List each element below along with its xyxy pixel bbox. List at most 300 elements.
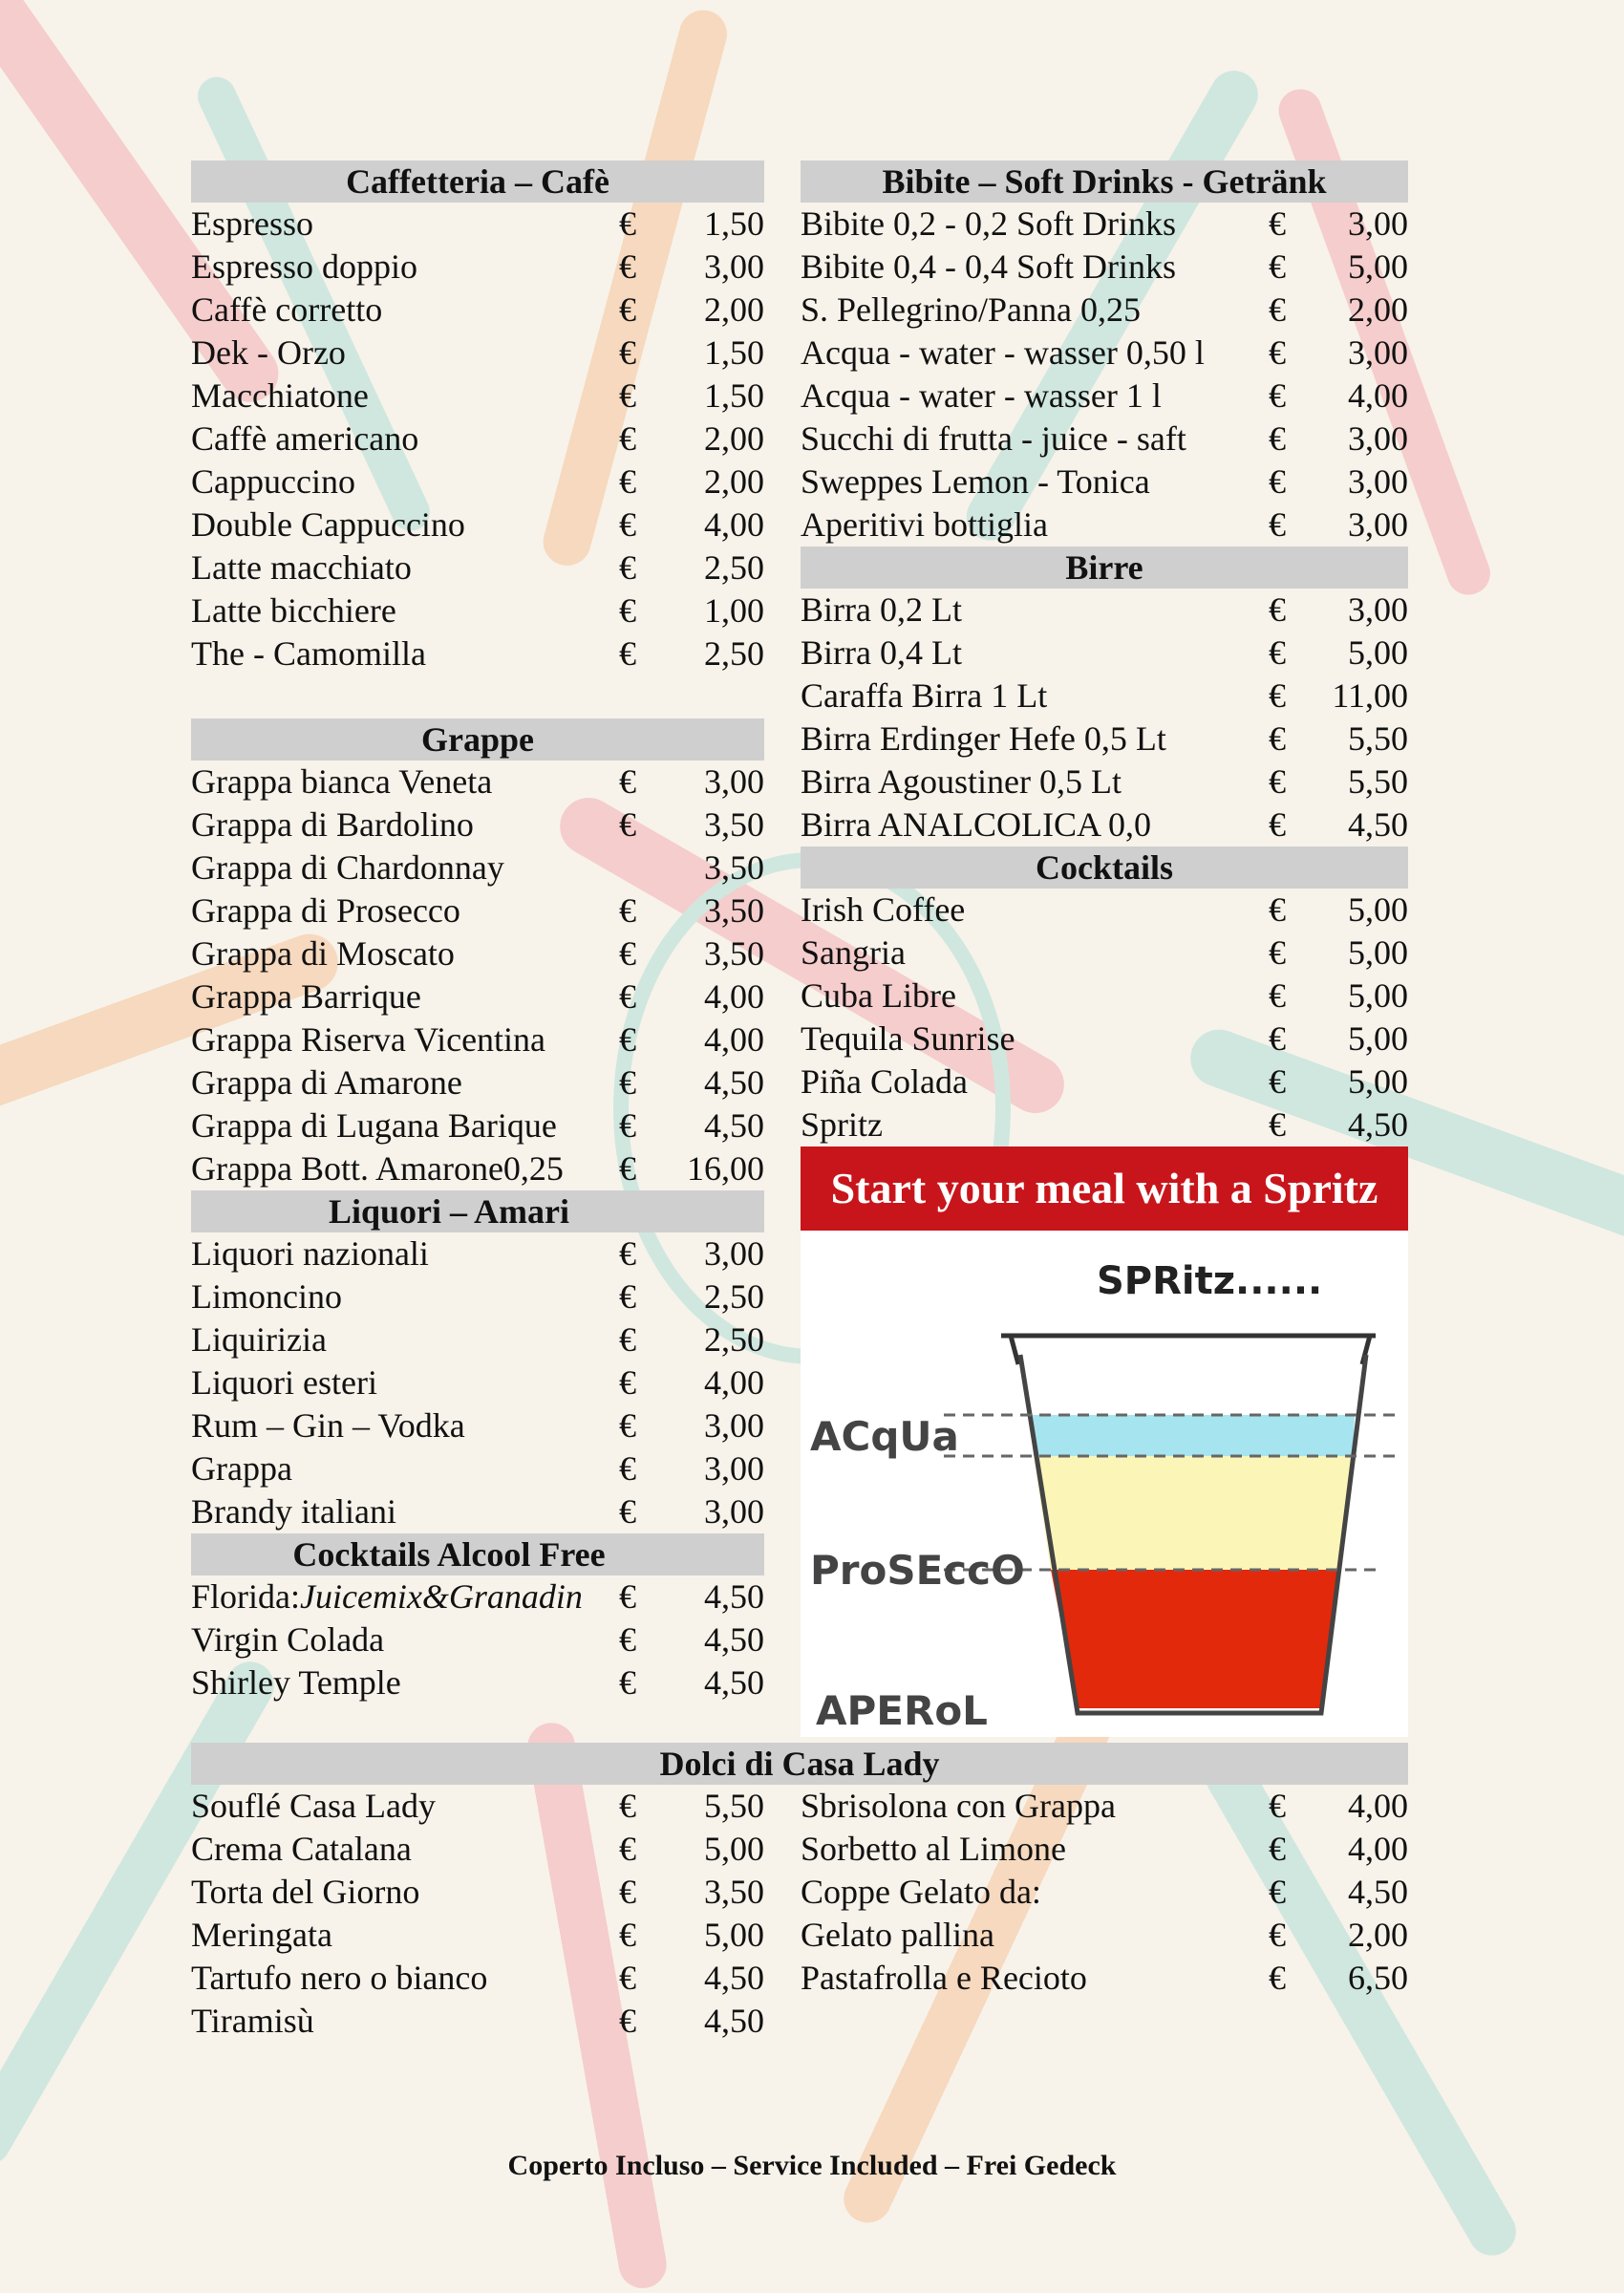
item-name-text: Tartufo nero o bianco: [191, 1959, 488, 1997]
menu-item: [191, 1618, 764, 1661]
menu-item: [191, 1147, 764, 1190]
item-name: [191, 1957, 487, 2000]
menu-item: [801, 675, 1408, 718]
item-name-text: Grappa di Bardolino: [191, 805, 474, 844]
item-name-text: Tiramisù: [191, 2002, 314, 2040]
currency-symbol: €: [619, 762, 636, 801]
glass-rim: [1001, 1336, 1376, 1364]
currency-symbol: €: [619, 462, 636, 501]
menu-item: [801, 375, 1408, 418]
item-name: [801, 332, 1205, 375]
menu-item: [191, 418, 764, 461]
item-name-text: Bibite 0,2 - 0,2 Soft Drinks: [801, 204, 1176, 243]
item-name-text: Caffè corretto: [191, 290, 383, 329]
item-price: 4,50: [704, 1663, 764, 1702]
item-name-text: Liquori esteri: [191, 1363, 377, 1402]
currency-symbol: €: [619, 1149, 636, 1188]
item-price: 5,00: [1348, 976, 1408, 1015]
item-price: 3,00: [704, 1234, 764, 1273]
menu-item: [801, 1957, 1408, 2000]
currency-symbol: €: [619, 505, 636, 544]
item-name: [801, 418, 1186, 461]
currency-symbol: €: [619, 548, 636, 587]
item-name-text: Birra 0,4 Lt: [801, 633, 962, 672]
menu-item: [801, 804, 1408, 846]
currency-symbol: €: [619, 1663, 636, 1702]
currency-symbol: €: [1269, 1873, 1286, 1911]
item-name: [801, 1828, 1066, 1871]
currency-symbol: €: [1269, 676, 1286, 715]
item-price: 5,00: [704, 1916, 764, 1954]
item-name: [191, 1618, 384, 1661]
item-name: [191, 1147, 564, 1190]
item-price: 5,50: [1348, 762, 1408, 801]
item-name-text: The - Camomilla: [191, 634, 426, 673]
menu-item: [801, 1061, 1408, 1104]
item-price: 5,00: [1348, 633, 1408, 672]
cocktails-list: [801, 889, 1408, 1146]
menu-item: [191, 1785, 764, 1828]
item-name-text: Birra 0,2 Lt: [801, 590, 962, 629]
item-price: 3,50: [704, 1873, 764, 1911]
item-name-text: Dek - Orzo: [191, 333, 346, 372]
item-price: 2,50: [704, 548, 764, 587]
item-name: [191, 1104, 557, 1147]
currency-symbol: €: [619, 1063, 636, 1102]
label-prosecco: ProSEccO: [810, 1547, 1025, 1594]
item-name: [191, 761, 492, 804]
item-name: [801, 461, 1150, 504]
item-name-text: Tequila Sunrise: [801, 1019, 1015, 1058]
item-name-text: Espresso doppio: [191, 247, 417, 286]
item-name: [801, 246, 1176, 289]
item-price: 2,50: [704, 634, 764, 673]
item-price: 3,00: [1348, 333, 1408, 372]
menu-item: [191, 1661, 764, 1704]
item-name: [191, 889, 460, 932]
currency-symbol: €: [619, 1106, 636, 1145]
item-name-text: Grappa bianca Veneta: [191, 762, 493, 801]
item-name: [801, 289, 1141, 332]
item-price: 4,50: [1348, 805, 1408, 844]
currency-symbol: €: [619, 891, 636, 930]
currency-symbol: €: [619, 247, 636, 286]
item-name-text: Grappa: [191, 1449, 292, 1488]
item-name-text: Grappa Riserva Vicentina: [191, 1020, 546, 1059]
currency-symbol: €: [619, 204, 636, 243]
item-price: 3,00: [1348, 419, 1408, 458]
item-price: 3,00: [1348, 462, 1408, 501]
aperol-layer: [1051, 1570, 1337, 1708]
currency-symbol: €: [619, 977, 636, 1016]
menu-item: [191, 846, 764, 889]
menu-item: [191, 1104, 764, 1147]
currency-symbol: €: [1269, 1062, 1286, 1101]
currency-symbol: €: [1269, 376, 1286, 415]
label-water: ACqUa: [810, 1413, 959, 1460]
item-name-text: Espresso: [191, 204, 313, 243]
item-name: [191, 804, 474, 846]
currency-symbol: €: [1269, 333, 1286, 372]
item-name-text: Liquirizia: [191, 1320, 327, 1359]
menu-item: [191, 461, 764, 504]
item-name-text: Virgin Colada: [191, 1620, 385, 1659]
currency-symbol: €: [619, 1020, 636, 1059]
item-name-text: Sweppes Lemon - Tonica: [801, 462, 1150, 501]
currency-symbol: €: [1269, 419, 1286, 458]
currency-symbol: €: [619, 290, 636, 329]
menu-item: [191, 546, 764, 589]
menu-item: [801, 289, 1408, 332]
item-name: [191, 461, 355, 504]
menu-item: [191, 1275, 764, 1318]
item-price: 3,50: [704, 891, 764, 930]
item-name-text: Latte macchiato: [191, 548, 412, 587]
currency-symbol: €: [619, 1492, 636, 1531]
currency-symbol: €: [619, 419, 636, 458]
item-price: 3,00: [704, 1492, 764, 1531]
item-price: 4,50: [704, 2002, 764, 2040]
item-price: 2,00: [704, 462, 764, 501]
item-name: [191, 1361, 377, 1404]
item-name: [801, 1957, 1087, 2000]
menu-item: [801, 932, 1408, 975]
item-name: [801, 675, 1047, 718]
item-price: 5,00: [1348, 933, 1408, 972]
currency-symbol: €: [1269, 1787, 1286, 1825]
currency-symbol: €: [1269, 1916, 1286, 1954]
item-name: [191, 975, 421, 1018]
currency-symbol: €: [619, 1277, 636, 1316]
item-name-text: Sangria: [801, 933, 906, 972]
item-price: 5,00: [1348, 890, 1408, 929]
currency-symbol: €: [1269, 762, 1286, 801]
item-price: 4,50: [704, 1577, 764, 1616]
menu-item: [801, 461, 1408, 504]
item-price: 5,50: [704, 1787, 764, 1825]
item-price: 6,50: [1348, 1959, 1408, 1997]
item-name: [801, 975, 956, 1018]
item-name: [191, 289, 382, 332]
currency-symbol: €: [619, 333, 636, 372]
item-name: [191, 246, 417, 289]
item-name-text: Macchiatone: [191, 376, 369, 415]
item-name: [801, 1785, 1116, 1828]
menu-item: [191, 889, 764, 932]
item-name-text: Grappa di Lugana Barique: [191, 1106, 557, 1145]
item-name: [191, 1661, 401, 1704]
item-price: 3,00: [704, 247, 764, 286]
menu-item: [801, 632, 1408, 675]
currency-symbol: €: [1269, 247, 1286, 286]
currency-symbol: €: [619, 376, 636, 415]
item-name-text: Coppe Gelato da:: [801, 1873, 1041, 1911]
menu-item: [191, 504, 764, 546]
item-price: 3,50: [704, 934, 764, 973]
item-name-text: Shirley Temple: [191, 1663, 401, 1702]
menu-item: [801, 718, 1408, 761]
item-name-text: Grappa Bott. Amarone0,25: [191, 1149, 564, 1188]
item-price: 3,00: [1348, 590, 1408, 629]
item-price: 1,00: [704, 591, 764, 630]
item-price: 2,00: [704, 290, 764, 329]
item-name-text: Spritz: [801, 1105, 883, 1144]
item-name: [191, 632, 426, 675]
menu-item: [191, 761, 764, 804]
currency-symbol: €: [619, 1234, 636, 1273]
currency-symbol: €: [619, 1873, 636, 1911]
item-name-text: Cappuccino: [191, 462, 355, 501]
currency-symbol: €: [1269, 805, 1286, 844]
item-price: 4,00: [1348, 376, 1408, 415]
item-name-text: Sbrisolona con Grappa: [801, 1787, 1116, 1825]
menu-item: [801, 1871, 1408, 1914]
water-layer: [1030, 1415, 1355, 1456]
item-name-text: S. Pellegrino/Panna 0,25: [801, 290, 1141, 329]
currency-symbol: €: [619, 934, 636, 973]
menu-item: [801, 246, 1408, 289]
currency-symbol: €: [1269, 290, 1286, 329]
item-name-text: Caraffa Birra 1 Lt: [801, 676, 1048, 715]
item-name-italic: Juicemix&Granadin: [300, 1577, 583, 1616]
currency-symbol: €: [619, 1449, 636, 1488]
item-price: 4,00: [1348, 1787, 1408, 1825]
item-name-text: Succhi di frutta - juice - saft: [801, 419, 1186, 458]
currency-symbol: €: [1269, 462, 1286, 501]
menu-item: [801, 1828, 1408, 1871]
item-name-text: Acqua - water - wasser 0,50 l: [801, 333, 1205, 372]
currency-symbol: €: [1269, 1105, 1286, 1144]
prosecco-layer: [1034, 1456, 1353, 1570]
item-price: 4,00: [704, 1020, 764, 1059]
item-price: 1,50: [704, 204, 764, 243]
item-name: [191, 546, 412, 589]
item-name: [191, 589, 396, 632]
item-price: 4,50: [704, 1106, 764, 1145]
menu-item: [191, 2000, 764, 2043]
item-name-text: Brandy italiani: [191, 1492, 396, 1531]
currency-symbol: €: [619, 1959, 636, 1997]
currency-symbol: €: [619, 1787, 636, 1825]
liquori-list: [191, 1232, 764, 1533]
menu-item: [801, 203, 1408, 246]
menu-item: [801, 504, 1408, 546]
item-price: 4,50: [704, 1620, 764, 1659]
currency-symbol: €: [619, 591, 636, 630]
item-name-text: Florida:: [191, 1577, 300, 1616]
item-name: [801, 761, 1122, 804]
item-name: [801, 1104, 883, 1146]
item-name: [191, 1828, 412, 1871]
menu-item: [191, 1957, 764, 2000]
currency-symbol: €: [1269, 633, 1286, 672]
menu-item: [191, 1404, 764, 1447]
section-header-dolci: Dolci di Casa Lady: [191, 1743, 1408, 1785]
currency-symbol: €: [619, 2002, 636, 2040]
currency-symbol: €: [1269, 890, 1286, 929]
item-name: [191, 1914, 332, 1957]
item-name-text: Caffè americano: [191, 419, 419, 458]
item-price: 5,00: [1348, 1062, 1408, 1101]
currency-symbol: €: [619, 805, 636, 844]
bibite-list: [801, 203, 1408, 546]
currency-symbol: €: [619, 1916, 636, 1954]
menu-item: [191, 1447, 764, 1490]
item-name: [801, 203, 1176, 246]
item-name: [801, 1018, 1015, 1061]
item-price: 4,00: [704, 977, 764, 1016]
dolci-section: [191, 1743, 1408, 2040]
menu-item: [801, 975, 1408, 1018]
section-header-alcool-free: Cocktails Alcool Free: [191, 1533, 764, 1575]
item-price: 2,50: [704, 1320, 764, 1359]
menu-item: [191, 246, 764, 289]
item-name: [191, 1871, 419, 1914]
item-price: 4,00: [1348, 1830, 1408, 1868]
item-name: [191, 932, 455, 975]
item-name-text: Pastafrolla e Recioto: [801, 1959, 1087, 1997]
item-name-text: Grappa di Prosecco: [191, 891, 460, 930]
item-price: 4,50: [704, 1959, 764, 1997]
menu-item: [191, 975, 764, 1018]
menu-item: [191, 1061, 764, 1104]
item-name: [191, 1447, 292, 1490]
item-name-text: Rum – Gin – Vodka: [191, 1406, 465, 1445]
right-column: [801, 161, 1408, 1737]
item-price: 5,00: [1348, 1019, 1408, 1058]
birre-list: [801, 589, 1408, 846]
spritz-diagram-title: SPRitz......: [1097, 1259, 1323, 1303]
item-name-text: Limoncino: [191, 1277, 342, 1316]
currency-symbol: €: [619, 634, 636, 673]
item-price: 3,00: [704, 762, 764, 801]
item-price: 1,50: [704, 376, 764, 415]
currency-symbol: €: [1269, 933, 1286, 972]
item-name-text: Meringata: [191, 1916, 332, 1954]
item-name-text: Grappa di Amarone: [191, 1063, 462, 1102]
item-name: [801, 932, 906, 975]
item-price: 1,50: [704, 333, 764, 372]
item-price: 3,00: [704, 1406, 764, 1445]
item-name: [801, 718, 1166, 761]
menu-item: [191, 632, 764, 675]
item-price: 3,50: [704, 805, 764, 844]
currency-symbol: €: [1269, 1830, 1286, 1868]
item-price: 2,00: [1348, 1916, 1408, 1954]
item-price: 16,00: [687, 1149, 764, 1188]
item-name: [191, 203, 313, 246]
menu-item: [191, 375, 764, 418]
item-name: [191, 332, 346, 375]
section-header-bibite: Bibite – Soft Drinks - Getränk: [801, 161, 1408, 203]
dolci-left-list: [191, 1785, 764, 2043]
spritz-diagram: [801, 1231, 1408, 1737]
item-name: [801, 889, 965, 932]
item-price: 2,00: [1348, 290, 1408, 329]
item-price: 3,00: [1348, 505, 1408, 544]
item-price: 5,00: [704, 1830, 764, 1868]
menu-item: [801, 418, 1408, 461]
menu-item: [191, 1361, 764, 1404]
grappe-list: [191, 761, 764, 1190]
menu-item: [191, 332, 764, 375]
item-name: [191, 418, 418, 461]
currency-symbol: €: [619, 1577, 636, 1616]
section-header-liquori: Liquori – Amari: [191, 1190, 764, 1232]
item-name: [191, 1575, 583, 1618]
item-name-text: Torta del Giorno: [191, 1873, 420, 1911]
footer-note: Coperto Incluso – Service Included – Frei Gedeck: [507, 2150, 1117, 2181]
item-name-text: Aperitivi bottiglia: [801, 505, 1048, 544]
spritz-banner: Start your meal with a Spritz: [801, 1146, 1408, 1231]
menu-item: [801, 1914, 1408, 1957]
item-name-text: Acqua - water - wasser 1 l: [801, 376, 1162, 415]
item-name: [801, 589, 962, 632]
currency-symbol: €: [1269, 590, 1286, 629]
item-name-text: Birra Agoustiner 0,5 Lt: [801, 762, 1122, 801]
menu-item: [191, 1232, 764, 1275]
item-name: [191, 1275, 342, 1318]
item-price: 3,00: [1348, 204, 1408, 243]
item-price: 2,50: [704, 1277, 764, 1316]
menu-item: [191, 1828, 764, 1871]
menu-item: [191, 1018, 764, 1061]
left-column: [191, 161, 764, 1704]
item-name: [191, 1061, 462, 1104]
item-name-text: Bibite 0,4 - 0,4 Soft Drinks: [801, 247, 1176, 286]
item-name-text: Irish Coffee: [801, 890, 966, 929]
item-name: [801, 804, 1151, 846]
currency-symbol: €: [619, 1620, 636, 1659]
item-name-text: Grappa Barrique: [191, 977, 421, 1016]
item-name-text: Crema Catalana: [191, 1830, 412, 1868]
menu-item: [191, 1914, 764, 1957]
item-price: 5,00: [1348, 247, 1408, 286]
item-name-text: Grappa di Chardonnay: [191, 848, 504, 887]
item-price: 4,50: [1348, 1873, 1408, 1911]
dolci-right-list: [801, 1785, 1408, 2000]
menu-item: [801, 1018, 1408, 1061]
menu-item: [191, 932, 764, 975]
menu-item: [801, 1104, 1408, 1146]
item-name-text: Cuba Libre: [801, 976, 956, 1015]
item-name: [191, 1404, 465, 1447]
menu-item: [191, 804, 764, 846]
menu-item: [191, 1490, 764, 1533]
item-name-text: Birra ANALCOLICA 0,0: [801, 805, 1151, 844]
menu-item: [801, 589, 1408, 632]
section-header-caffetteria: Caffetteria – Cafè: [191, 161, 764, 203]
currency-symbol: €: [619, 1830, 636, 1868]
item-name-text: Sorbetto al Limone: [801, 1830, 1066, 1868]
alcool-free-list: [191, 1575, 764, 1704]
item-name-text: Piña Colada: [801, 1062, 968, 1101]
currency-symbol: €: [619, 1363, 636, 1402]
item-price: 3,50: [704, 848, 764, 887]
item-name: [801, 1914, 994, 1957]
item-name-text: Grappa di Moscato: [191, 934, 455, 973]
menu-item: [191, 1871, 764, 1914]
item-name: [801, 632, 962, 675]
currency-symbol: €: [1269, 204, 1286, 243]
section-header-grappe: Grappe: [191, 718, 764, 761]
item-name: [191, 1785, 436, 1828]
currency-symbol: €: [1269, 505, 1286, 544]
currency-symbol: €: [1269, 1959, 1286, 1997]
item-name: [191, 1018, 545, 1061]
item-name: [191, 504, 465, 546]
menu-item: [191, 1575, 764, 1618]
